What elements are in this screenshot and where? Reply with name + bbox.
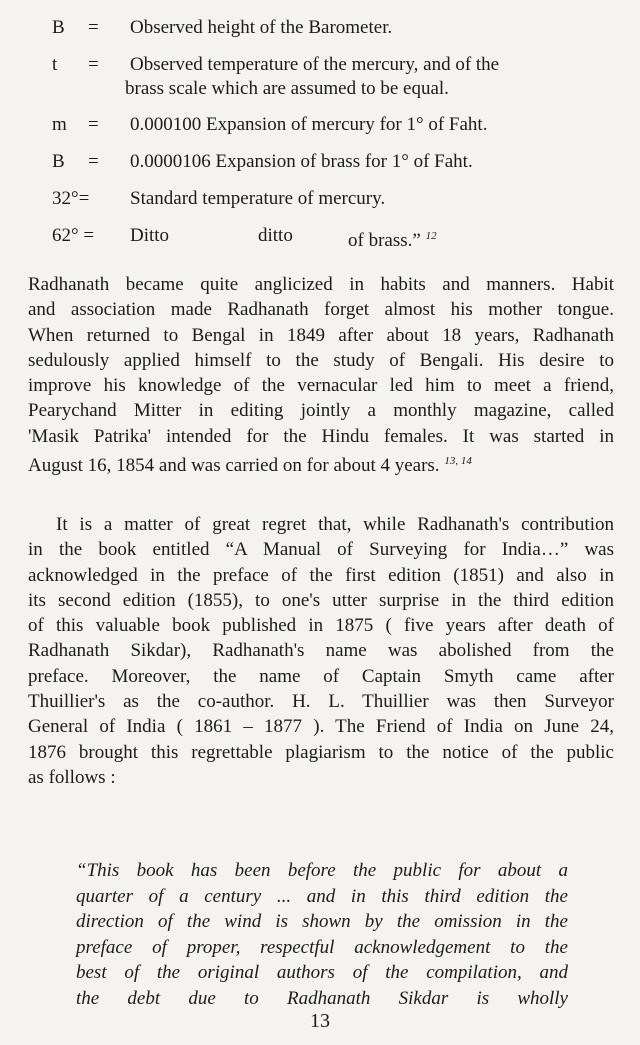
- definition-symbol: B: [52, 17, 65, 38]
- paragraph-line: in the book entitled “A Manual of Surveying for India…” was: [28, 539, 614, 561]
- paragraph-line: of this valuable book published in 1875 ( five years after death of: [28, 615, 614, 637]
- footnote-marker: 12: [425, 230, 437, 242]
- definition-equals: =: [88, 17, 99, 38]
- footnote-marker: 13, 14: [444, 455, 472, 468]
- definition-text: Standard temperature of mercury.: [130, 188, 386, 209]
- definition-text: 0.0000106 Expansion of brass for 1° of Faht.: [130, 151, 473, 172]
- quote-line: preface of proper, respectful acknowledgement to the: [76, 936, 568, 958]
- symbol-definitions: [0, 6, 640, 251]
- paragraph-line: Radhanath became quite anglicized in habits and manners. Habit: [28, 274, 614, 295]
- definition-row: [0, 43, 640, 103]
- paragraph-line: When returned to Bengal in 1849 after about 18 years, Radhanath: [28, 324, 614, 346]
- ditto-text: [348, 224, 437, 253]
- definition-symbol: m: [52, 114, 67, 135]
- definition-text: 0.000100 Expansion of mercury for 1° of Faht.: [130, 114, 488, 135]
- definition-text-line: brass scale which are assumed to be equal.: [125, 78, 449, 99]
- paragraph-anglicized: [28, 272, 614, 478]
- definition-row: [0, 103, 640, 140]
- quote-line: the debt due to Radhanath Sikdar is wholly: [76, 987, 568, 1009]
- paragraph-line: 1876 brought this regrettable plagiarism to the notice of the public: [28, 741, 614, 763]
- ditto-text: ditto: [258, 225, 293, 246]
- definition-equals: =: [88, 151, 99, 172]
- paragraph-line: 'Masik Patrika' intended for the Hindu females. It was started in: [28, 425, 614, 447]
- paragraph-line: improve his knowledge of the vernacular led him to meet a friend,: [28, 375, 614, 397]
- quote-line: best of the original authors of the compilation, and: [76, 962, 568, 983]
- paragraph-line-text: August 16, 1854 and was carried on for about 4 years.: [28, 455, 440, 477]
- paragraph-line: as follows :: [28, 766, 116, 788]
- paragraph-line: sedulously applied himself to the study of Bengali. His desire to: [28, 349, 614, 371]
- quote-line: quarter of a century ... and in this third edition the: [76, 885, 568, 907]
- block-quote: [76, 858, 568, 1011]
- paragraph-line: Pearychand Mitter in editing jointly a monthly magazine, called: [28, 400, 614, 422]
- definition-symbol: B: [52, 151, 65, 172]
- paragraph-line: preface. Moreover, the name of Captain Smyth came after: [28, 665, 614, 687]
- definition-equals: =: [88, 114, 99, 135]
- definition-text-line: Observed temperature of the mercury, and of the: [130, 54, 500, 75]
- paragraph-line: [28, 449, 614, 478]
- definition-text: [125, 53, 600, 101]
- quote-line: direction of the wind is shown by the omission in the: [76, 911, 568, 932]
- paragraph-line: General of India ( 1861 – 1877 ). The Friend of India on June 24,: [28, 716, 614, 738]
- definition-row: [0, 140, 640, 177]
- ditto-text-content: of brass.”: [348, 230, 421, 251]
- paragraph-line: its second edition (1855), to one's utter surprise in the third edition: [28, 589, 614, 611]
- paragraph-line: acknowledged in the preface of the first edition (1851) and also in: [28, 564, 614, 586]
- definition-row: [0, 177, 640, 214]
- ditto-text: Ditto: [130, 225, 170, 246]
- paragraph-line: It is a matter of great regret that, while Radhanath's contribution: [56, 514, 614, 535]
- definition-symbol: 32°=: [52, 188, 90, 209]
- definition-equals: =: [88, 54, 99, 75]
- quote-line: “This book has been before the public for about a: [76, 860, 568, 881]
- definition-row: [0, 214, 640, 251]
- page-number: 13: [310, 1010, 330, 1032]
- definition-symbol: t: [52, 54, 58, 75]
- definition-row: [0, 6, 640, 43]
- paragraph-line: Radhanath Sikdar), Radhanath's name was abolished from the: [28, 640, 614, 662]
- definition-symbol: 62° =: [52, 225, 95, 246]
- definition-text: Observed height of the Barometer.: [130, 17, 393, 38]
- paragraph-regret: [28, 512, 614, 790]
- paragraph-line: and association made Radhanath forget almost his mother tongue.: [28, 299, 614, 321]
- paragraph-line: Thuillier's as the co-author. H. L. Thuillier was then Surveyor: [28, 691, 614, 713]
